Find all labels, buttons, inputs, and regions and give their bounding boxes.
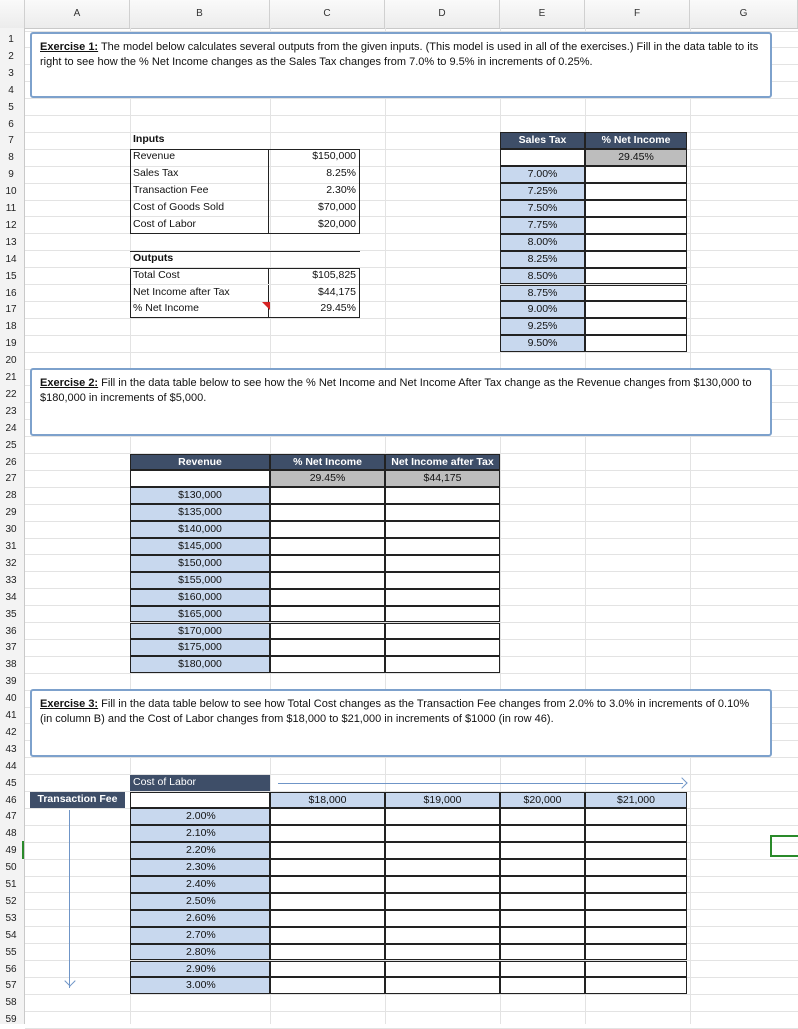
row-header-47[interactable]: 47 (5, 811, 17, 823)
input-label[interactable]: Cost of Labor (131, 217, 269, 234)
table3-labor-header[interactable]: $20,000 (500, 792, 585, 809)
table2-col1-header[interactable]: Revenue (130, 454, 270, 471)
table2-revenue-cell[interactable]: $160,000 (130, 589, 270, 606)
table3-fee-cell[interactable]: 2.70% (130, 927, 270, 944)
row-header-23[interactable]: 23 (5, 405, 17, 417)
row-header-18[interactable]: 18 (5, 321, 17, 333)
table3-result-cell[interactable] (270, 961, 385, 978)
outputs-header[interactable]: Outputs (133, 251, 174, 264)
exercise-2-note-text: Fill in the data table below to see how the % Net Income and Net Income After Tax change as the Revenue changes from $130,000 to $180,000 in increments of $5,000. (40, 377, 752, 404)
input-value[interactable]: 2.30% (326, 184, 356, 197)
table1-result-cell[interactable] (585, 166, 687, 183)
exercise-1-note[interactable] (30, 32, 772, 98)
table3-result-cell[interactable] (270, 910, 385, 927)
row-header-15[interactable]: 15 (5, 270, 17, 282)
table3-result-cell[interactable] (585, 961, 687, 978)
row-header-17[interactable]: 17 (5, 304, 17, 316)
table2-result-cell[interactable] (270, 521, 385, 538)
row-header-54[interactable]: 54 (5, 929, 17, 941)
row-header-40[interactable]: 40 (5, 693, 17, 705)
table3-result-cell[interactable] (270, 808, 385, 825)
table2-revenue-cell[interactable]: $175,000 (130, 639, 270, 656)
gridline (690, 28, 691, 1024)
table2-revenue-cell[interactable]: $130,000 (130, 487, 270, 504)
table3-result-cell[interactable] (385, 977, 500, 994)
table3-labor-header[interactable]: $19,000 (385, 792, 500, 809)
exercise-2-note[interactable] (30, 368, 772, 436)
table3-fee-cell[interactable]: 2.80% (130, 944, 270, 961)
table3-result-cell[interactable] (500, 944, 585, 961)
table1-sales-tax-cell[interactable]: 7.00% (500, 166, 585, 183)
table3-labor-header[interactable]: $18,000 (270, 792, 385, 809)
row-header-57[interactable]: 57 (5, 980, 17, 992)
row-header-33[interactable]: 33 (5, 574, 17, 586)
row-header-16[interactable]: 16 (5, 287, 17, 299)
table1-result-cell[interactable] (585, 251, 687, 268)
row-header-41[interactable]: 41 (5, 710, 17, 721)
table2-corner-cell[interactable] (130, 470, 270, 487)
row-header-11[interactable]: 11 (5, 203, 17, 214)
table1-result-cell[interactable] (585, 234, 687, 251)
table3-result-cell[interactable] (585, 910, 687, 927)
row-header-58[interactable]: 58 (5, 997, 17, 1009)
table3-result-cell[interactable] (385, 910, 500, 927)
table3-result-cell[interactable] (385, 859, 500, 876)
row-header-38[interactable]: 38 (5, 659, 17, 671)
table3-result-cell[interactable] (500, 927, 585, 944)
column-arrow-line (69, 810, 70, 988)
table2-result-cell[interactable] (385, 555, 500, 572)
table3-result-cell[interactable] (585, 825, 687, 842)
table3-fee-cell[interactable]: 2.90% (130, 961, 270, 978)
column-header-c[interactable]: C (270, 0, 385, 28)
table2-top-value-2[interactable]: $44,175 (385, 470, 500, 487)
table2-result-cell[interactable] (385, 504, 500, 521)
input-label[interactable]: Cost of Goods Sold (131, 200, 269, 217)
table3-fee-cell[interactable]: 2.10% (130, 825, 270, 842)
table2-revenue-cell[interactable]: $145,000 (130, 538, 270, 555)
table3-result-cell[interactable] (500, 842, 585, 859)
table1-sales-tax-cell[interactable]: 7.25% (500, 183, 585, 200)
exercise-2-note-title: Exercise 2: (40, 377, 99, 389)
column-header-e[interactable]: E (500, 0, 585, 28)
table2-result-cell[interactable] (385, 606, 500, 623)
inputs-header[interactable]: Inputs (133, 133, 165, 146)
output-label[interactable]: % Net Income (131, 301, 269, 318)
table2-col3-header[interactable]: Net Income after Tax (385, 454, 500, 471)
table3-result-cell[interactable] (500, 808, 585, 825)
column-header-d[interactable]: D (385, 0, 500, 28)
table2-result-cell[interactable] (385, 589, 500, 606)
table3-result-cell[interactable] (385, 927, 500, 944)
gridline (25, 98, 798, 99)
table1-sales-tax-cell[interactable]: 9.50% (500, 335, 585, 352)
transaction-fee-label[interactable]: Transaction Fee (30, 792, 125, 809)
table3-result-cell[interactable] (385, 842, 500, 859)
table2-col2-header[interactable]: % Net Income (270, 454, 385, 471)
selected-cell[interactable] (770, 835, 798, 857)
row-header-14[interactable]: 14 (5, 253, 17, 265)
table2-revenue-cell[interactable]: $165,000 (130, 606, 270, 623)
table2-result-cell[interactable] (270, 487, 385, 504)
table2-result-cell[interactable] (270, 639, 385, 656)
table3-corner-cell[interactable] (130, 792, 270, 809)
row-header-22[interactable]: 22 (5, 388, 17, 400)
table2-result-cell[interactable] (270, 504, 385, 521)
row-header-48[interactable]: 48 (5, 828, 17, 840)
row-header-51[interactable]: 51 (5, 879, 17, 890)
input-label[interactable]: Sales Tax (131, 166, 269, 183)
table1-sales-tax-cell[interactable]: 8.25% (500, 251, 585, 268)
table1-result-cell[interactable] (585, 335, 687, 352)
row-header-21[interactable]: 21 (5, 372, 17, 383)
output-label[interactable]: Total Cost (131, 268, 269, 285)
table2-revenue-cell[interactable]: $180,000 (130, 656, 270, 673)
input-value[interactable]: 8.25% (326, 167, 356, 180)
output-label[interactable]: Net Income after Tax (131, 285, 269, 302)
row-header-34[interactable]: 34 (5, 591, 17, 603)
table3-result-cell[interactable] (585, 876, 687, 893)
table3-fee-cell[interactable]: 2.00% (130, 808, 270, 825)
gridline (25, 436, 798, 437)
table3-labor-header[interactable]: $21,000 (585, 792, 687, 809)
table2-revenue-cell[interactable]: $170,000 (130, 623, 270, 640)
output-value[interactable]: 29.45% (320, 302, 356, 315)
table1-sales-tax-cell[interactable]: 8.00% (500, 234, 585, 251)
comment-indicator[interactable] (262, 302, 270, 310)
cost-of-labor-label[interactable]: Cost of Labor (130, 775, 270, 792)
table2-result-cell[interactable] (270, 538, 385, 555)
table1-result-cell[interactable] (585, 200, 687, 217)
row-header-7[interactable]: 7 (8, 135, 14, 147)
table1-result-cell[interactable] (585, 318, 687, 335)
row-header-26[interactable]: 26 (5, 456, 17, 468)
exercise-3-note-title: Exercise 3: (40, 698, 99, 710)
row-header-37[interactable]: 37 (5, 642, 17, 654)
row-header-43[interactable]: 43 (5, 743, 17, 755)
row-header-50[interactable]: 50 (5, 862, 17, 874)
table1-sales-tax-cell[interactable]: 9.00% (500, 301, 585, 318)
gridline (25, 1011, 798, 1012)
table2-result-cell[interactable] (270, 589, 385, 606)
table2-revenue-cell[interactable]: $135,000 (130, 504, 270, 521)
table3-result-cell[interactable] (270, 944, 385, 961)
table2-result-cell[interactable] (385, 487, 500, 504)
table1-sales-tax-cell[interactable]: 7.75% (500, 217, 585, 234)
row-header-39[interactable]: 39 (5, 676, 17, 688)
table1-result-cell[interactable] (585, 285, 687, 302)
row-header-10[interactable]: 10 (5, 186, 17, 198)
table2-top-value-1[interactable]: 29.45% (270, 470, 385, 487)
table3-result-cell[interactable] (385, 808, 500, 825)
table1-col2-header[interactable]: % Net Income (585, 132, 687, 149)
row-header-27[interactable]: 27 (5, 473, 17, 485)
row-header-36[interactable]: 36 (5, 625, 17, 637)
table3-result-cell[interactable] (270, 977, 385, 994)
row-header-20[interactable]: 20 (5, 355, 17, 367)
table2-result-cell[interactable] (270, 656, 385, 673)
column-header-a[interactable]: A (25, 0, 130, 28)
table3-result-cell[interactable] (500, 910, 585, 927)
table3-fee-cell[interactable]: 3.00% (130, 977, 270, 994)
table3-fee-cell[interactable]: 2.20% (130, 842, 270, 859)
table3-result-cell[interactable] (270, 825, 385, 842)
exercise-1-note-title: Exercise 1: (40, 41, 99, 53)
table3-result-cell[interactable] (585, 977, 687, 994)
table3-result-cell[interactable] (585, 859, 687, 876)
row-header-53[interactable]: 53 (5, 912, 17, 924)
table3-result-cell[interactable] (500, 825, 585, 842)
table3-result-cell[interactable] (385, 893, 500, 910)
row-header-52[interactable]: 52 (5, 895, 17, 907)
input-label[interactable]: Revenue (131, 149, 269, 166)
row-header-5[interactable]: 5 (8, 101, 14, 113)
table3-result-cell[interactable] (500, 961, 585, 978)
row-header-19[interactable]: 19 (5, 338, 17, 350)
exercise-3-note-text: Fill in the data table below to see how Total Cost changes as the Transaction Fee changes from 2.0% to 3.0% in increments of 0.10% (in column B) and the Cost of Labor changes from $18,000 to $21,000 in increments of $1000 (in row 46). (40, 698, 750, 725)
row-header-25[interactable]: 25 (5, 439, 17, 451)
column-header-b[interactable]: B (130, 0, 270, 28)
table3-result-cell[interactable] (585, 808, 687, 825)
input-value[interactable]: $20,000 (318, 217, 356, 230)
table2-result-cell[interactable] (385, 572, 500, 589)
row-header-42[interactable]: 42 (5, 726, 17, 738)
row-header-12[interactable]: 12 (5, 219, 17, 231)
table1-result-cell[interactable] (585, 268, 687, 285)
table2-revenue-cell[interactable]: $140,000 (130, 521, 270, 538)
table3-result-cell[interactable] (270, 927, 385, 944)
row-header-46[interactable]: 46 (5, 794, 17, 806)
row-header-9[interactable]: 9 (8, 169, 14, 181)
table3-result-cell[interactable] (385, 944, 500, 961)
row-header-35[interactable]: 35 (5, 608, 17, 620)
table1-sales-tax-cell[interactable]: 8.75% (500, 285, 585, 302)
row-header-44[interactable]: 44 (5, 760, 17, 772)
row-arrow-line (278, 783, 683, 784)
table3-result-cell[interactable] (585, 893, 687, 910)
row-header-32[interactable]: 32 (5, 557, 17, 569)
table2-result-cell[interactable] (385, 623, 500, 640)
table3-result-cell[interactable] (500, 876, 585, 893)
row-header-59[interactable]: 59 (5, 1014, 17, 1026)
table3-result-cell[interactable] (385, 825, 500, 842)
input-label[interactable]: Transaction Fee (131, 183, 269, 200)
row-arrow-head (676, 777, 687, 788)
table3-result-cell[interactable] (385, 961, 500, 978)
gridline (25, 115, 798, 116)
select-all-corner[interactable] (0, 0, 25, 28)
table1-top-value[interactable]: 29.45% (585, 149, 687, 166)
table1-result-cell[interactable] (585, 183, 687, 200)
table2-result-cell[interactable] (270, 555, 385, 572)
table2-revenue-cell[interactable]: $155,000 (130, 572, 270, 589)
gridline (25, 1028, 798, 1029)
table1-sales-tax-cell[interactable]: 9.25% (500, 318, 585, 335)
column-header-g[interactable]: G (690, 0, 798, 28)
row-header-13[interactable]: 13 (5, 236, 17, 248)
table3-result-cell[interactable] (270, 842, 385, 859)
input-value[interactable]: $70,000 (318, 201, 356, 213)
row-header-45[interactable]: 45 (5, 777, 17, 789)
table1-result-cell[interactable] (585, 301, 687, 318)
table2-result-cell[interactable] (270, 606, 385, 623)
table1-sales-tax-cell[interactable]: 8.50% (500, 268, 585, 285)
table2-result-cell[interactable] (385, 521, 500, 538)
table3-result-cell[interactable] (585, 944, 687, 961)
row-header-31[interactable]: 31 (5, 541, 17, 552)
table3-fee-cell[interactable]: 2.50% (130, 893, 270, 910)
table3-result-cell[interactable] (270, 859, 385, 876)
output-value[interactable]: $44,175 (318, 285, 356, 298)
table1-col1-header[interactable]: Sales Tax (500, 132, 585, 149)
table3-fee-cell[interactable]: 2.40% (130, 876, 270, 893)
row-header-4[interactable]: 4 (8, 84, 14, 96)
table3-result-cell[interactable] (385, 876, 500, 893)
table1-corner-cell[interactable] (500, 149, 585, 166)
table3-result-cell[interactable] (270, 893, 385, 910)
row-header-24[interactable]: 24 (5, 422, 17, 434)
table3-fee-cell[interactable]: 2.60% (130, 910, 270, 927)
table3-result-cell[interactable] (585, 842, 687, 859)
table3-result-cell[interactable] (270, 876, 385, 893)
table3-fee-cell[interactable]: 2.30% (130, 859, 270, 876)
row-header-28[interactable]: 28 (5, 490, 17, 502)
table2-revenue-cell[interactable]: $150,000 (130, 555, 270, 572)
row-header-29[interactable]: 29 (5, 507, 17, 519)
column-header-f[interactable]: F (585, 0, 690, 28)
table2-result-cell[interactable] (385, 639, 500, 656)
row-header-49[interactable]: 49 (5, 845, 17, 857)
input-value[interactable]: $150,000 (312, 150, 356, 163)
outputs-header-border (130, 251, 360, 252)
table1-result-cell[interactable] (585, 217, 687, 234)
row-header-1[interactable]: 1 (8, 34, 14, 45)
row-header-30[interactable]: 30 (5, 524, 17, 536)
row-header-2[interactable]: 2 (8, 50, 14, 62)
selected-row-indicator (22, 841, 24, 859)
table1-sales-tax-cell[interactable]: 7.50% (500, 200, 585, 217)
table2-result-cell[interactable] (270, 623, 385, 640)
gridline (25, 757, 798, 758)
exercise-1-note-text: The model below calculates several outputs from the given inputs. (This model is used in all of the exercises.) Fill in the data table to its right to see how the % Net Income changes as the Sales Tax changes from 7.0% to 9.5% in increments of 0.25%. (40, 41, 759, 68)
exercise-3-note[interactable] (30, 689, 772, 757)
row-header-3[interactable]: 3 (8, 67, 14, 79)
table2-result-cell[interactable] (385, 656, 500, 673)
table2-result-cell[interactable] (270, 572, 385, 589)
table2-result-cell[interactable] (385, 538, 500, 555)
row-header-56[interactable]: 56 (5, 963, 17, 975)
row-header-8[interactable]: 8 (8, 152, 14, 164)
output-value[interactable]: $105,825 (312, 268, 356, 281)
row-header-55[interactable]: 55 (5, 946, 17, 958)
table3-result-cell[interactable] (585, 927, 687, 944)
table3-result-cell[interactable] (500, 893, 585, 910)
row-header-6[interactable]: 6 (8, 118, 14, 130)
table3-result-cell[interactable] (500, 977, 585, 994)
table3-result-cell[interactable] (500, 859, 585, 876)
